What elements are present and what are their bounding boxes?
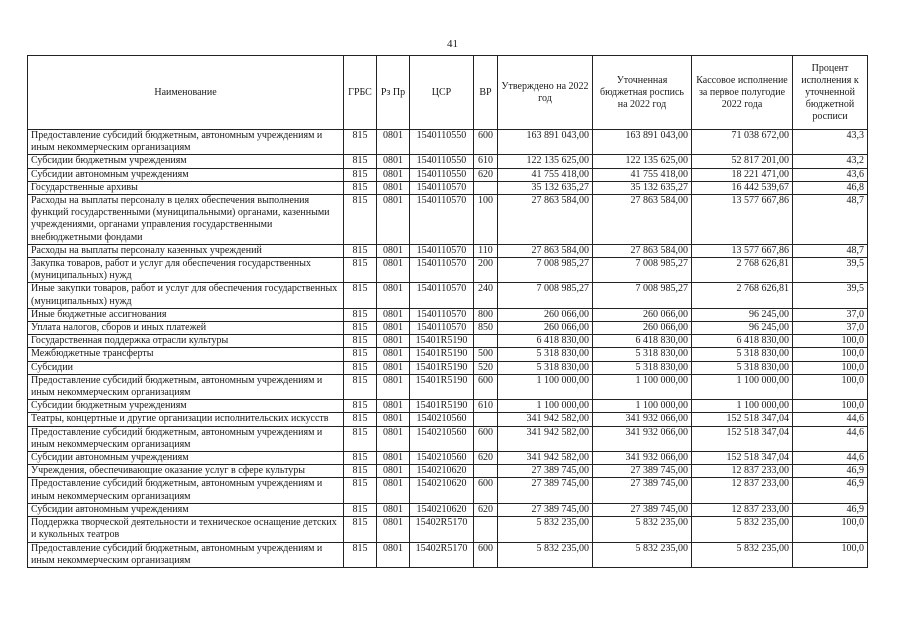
row-percent: 39,5 [793,258,868,283]
row-vr: 600 [474,478,498,503]
row-csr: 1540110570 [410,195,474,245]
row-percent: 46,9 [793,478,868,503]
table-row [28,426,868,451]
row-vr: 620 [474,503,498,516]
table-row [28,168,868,181]
row-grbs: 815 [344,155,377,168]
table-row [28,195,868,245]
row-name: Субсидии автономным учреждениям [28,452,344,465]
row-rzpr: 0801 [377,374,410,399]
table-row [28,374,868,399]
row-percent: 100,0 [793,400,868,413]
row-executed: 1 100 000,00 [692,400,793,413]
row-grbs: 815 [344,542,377,567]
row-executed: 5 832 235,00 [692,517,793,542]
row-refined: 27 389 745,00 [593,465,692,478]
row-executed: 152 518 347,04 [692,413,793,426]
row-name: Театры, концертные и другие организации исполнительских искусств [28,413,344,426]
header-csr: ЦСР [410,56,474,130]
row-csr: 1540110570 [410,181,474,194]
row-approved: 27 863 584,00 [498,195,593,245]
table-row [28,465,868,478]
table-row [28,181,868,194]
row-grbs: 815 [344,478,377,503]
row-csr: 1540110570 [410,308,474,321]
row-refined: 27 389 745,00 [593,503,692,516]
row-csr: 15402R5170 [410,542,474,567]
row-grbs: 815 [344,361,377,374]
row-percent: 48,7 [793,244,868,257]
row-percent: 100,0 [793,348,868,361]
row-refined: 1 100 000,00 [593,374,692,399]
row-approved: 7 008 985,27 [498,283,593,308]
row-rzpr: 0801 [377,452,410,465]
table-row [28,130,868,155]
row-executed: 1 100 000,00 [692,374,793,399]
row-percent: 37,0 [793,322,868,335]
row-vr [474,413,498,426]
row-rzpr: 0801 [377,335,410,348]
row-name: Субсидии автономным учреждениям [28,168,344,181]
header-approved: Утверждено на 2022 год [498,56,593,130]
row-executed: 5 832 235,00 [692,542,793,567]
row-approved: 1 100 000,00 [498,400,593,413]
row-grbs: 815 [344,452,377,465]
row-executed: 13 577 667,86 [692,195,793,245]
row-csr: 15401R5190 [410,335,474,348]
row-percent: 44,6 [793,452,868,465]
row-rzpr: 0801 [377,195,410,245]
table-row [28,244,868,257]
row-csr: 15401R5190 [410,400,474,413]
header-vr: ВР [474,56,498,130]
table-row [28,335,868,348]
row-grbs: 815 [344,283,377,308]
row-approved: 122 135 625,00 [498,155,593,168]
row-csr: 1540110550 [410,168,474,181]
row-percent: 100,0 [793,374,868,399]
row-grbs: 815 [344,244,377,257]
row-executed: 18 221 471,00 [692,168,793,181]
header-percent: Процент исполнения к уточненной бюджетной росписи [793,56,868,130]
row-vr: 500 [474,348,498,361]
row-grbs: 815 [344,517,377,542]
table-row [28,361,868,374]
row-name: Учреждения, обеспечивающие оказание услуг в сфере культуры [28,465,344,478]
table-row [28,517,868,542]
row-rzpr: 0801 [377,400,410,413]
row-name: Расходы на выплаты персоналу в целях обеспечения выполнения функций государственными (муниципальными) органами, казенными учреждениями, органами управления государственными внебюджетными фондами [28,195,344,245]
table-row [28,452,868,465]
table-row [28,283,868,308]
row-percent: 46,9 [793,465,868,478]
row-percent: 44,6 [793,413,868,426]
row-vr: 100 [474,195,498,245]
row-refined: 260 066,00 [593,308,692,321]
row-rzpr: 0801 [377,465,410,478]
row-vr [474,335,498,348]
row-grbs: 815 [344,181,377,194]
row-approved: 260 066,00 [498,308,593,321]
row-percent: 43,3 [793,130,868,155]
row-vr: 600 [474,374,498,399]
row-approved: 5 318 830,00 [498,348,593,361]
row-refined: 341 932 066,00 [593,413,692,426]
row-approved: 5 318 830,00 [498,361,593,374]
row-refined: 6 418 830,00 [593,335,692,348]
row-executed: 5 318 830,00 [692,361,793,374]
row-refined: 27 389 745,00 [593,478,692,503]
row-executed: 96 245,00 [692,322,793,335]
row-approved: 35 132 635,27 [498,181,593,194]
row-approved: 341 942 582,00 [498,413,593,426]
row-vr: 610 [474,400,498,413]
row-vr: 800 [474,308,498,321]
row-name: Государственные архивы [28,181,344,194]
row-executed: 12 837 233,00 [692,503,793,516]
row-vr: 110 [474,244,498,257]
row-grbs: 815 [344,503,377,516]
row-name: Расходы на выплаты персоналу казенных учреждений [28,244,344,257]
row-vr [474,181,498,194]
table-row [28,322,868,335]
row-approved: 5 832 235,00 [498,542,593,567]
row-name: Иные закупки товаров, работ и услуг для обеспечения государственных (муниципальных) нужд [28,283,344,308]
row-name: Предоставление субсидий бюджетным, автономным учреждениям и иным некоммерческим организациям [28,130,344,155]
row-approved: 27 389 745,00 [498,503,593,516]
row-grbs: 815 [344,322,377,335]
row-rzpr: 0801 [377,322,410,335]
row-grbs: 815 [344,465,377,478]
row-refined: 163 891 043,00 [593,130,692,155]
row-rzpr: 0801 [377,168,410,181]
row-grbs: 815 [344,374,377,399]
row-refined: 260 066,00 [593,322,692,335]
row-csr: 1540110550 [410,130,474,155]
row-csr: 1540210560 [410,452,474,465]
row-approved: 27 863 584,00 [498,244,593,257]
row-percent: 46,9 [793,503,868,516]
row-approved: 7 008 985,27 [498,258,593,283]
row-executed: 96 245,00 [692,308,793,321]
row-csr: 15401R5190 [410,348,474,361]
row-grbs: 815 [344,258,377,283]
row-refined: 5 318 830,00 [593,361,692,374]
table-row [28,503,868,516]
row-rzpr: 0801 [377,244,410,257]
row-grbs: 815 [344,168,377,181]
row-approved: 27 389 745,00 [498,478,593,503]
row-refined: 27 863 584,00 [593,244,692,257]
table-row [28,478,868,503]
table-row [28,348,868,361]
row-rzpr: 0801 [377,348,410,361]
row-vr: 600 [474,130,498,155]
row-rzpr: 0801 [377,517,410,542]
row-name: Предоставление субсидий бюджетным, автономным учреждениям и иным некоммерческим организациям [28,426,344,451]
row-refined: 35 132 635,27 [593,181,692,194]
row-csr: 1540110550 [410,155,474,168]
table-row [28,155,868,168]
row-refined: 5 318 830,00 [593,348,692,361]
row-grbs: 815 [344,335,377,348]
row-percent: 100,0 [793,335,868,348]
row-percent: 43,2 [793,155,868,168]
row-name: Субсидии бюджетным учреждениям [28,155,344,168]
row-csr: 1540210560 [410,413,474,426]
row-csr: 1540210620 [410,503,474,516]
row-rzpr: 0801 [377,542,410,567]
row-grbs: 815 [344,426,377,451]
row-vr: 600 [474,426,498,451]
row-rzpr: 0801 [377,308,410,321]
row-percent: 46,8 [793,181,868,194]
header-row [28,56,868,130]
row-refined: 341 932 066,00 [593,452,692,465]
row-rzpr: 0801 [377,155,410,168]
row-approved: 5 832 235,00 [498,517,593,542]
row-approved: 341 942 582,00 [498,426,593,451]
row-refined: 122 135 625,00 [593,155,692,168]
row-grbs: 815 [344,195,377,245]
table-row [28,258,868,283]
row-approved: 6 418 830,00 [498,335,593,348]
row-refined: 7 008 985,27 [593,283,692,308]
page-number: 41 [447,38,458,50]
row-approved: 41 755 418,00 [498,168,593,181]
row-executed: 5 318 830,00 [692,348,793,361]
budget-execution-table [27,55,868,568]
header-executed: Кассовое исполнение за первое полугодие 2022 года [692,56,793,130]
row-rzpr: 0801 [377,361,410,374]
row-approved: 163 891 043,00 [498,130,593,155]
row-refined: 41 755 418,00 [593,168,692,181]
row-executed: 2 768 626,81 [692,283,793,308]
row-rzpr: 0801 [377,181,410,194]
row-vr: 240 [474,283,498,308]
row-csr: 1540210620 [410,478,474,503]
row-approved: 260 066,00 [498,322,593,335]
row-executed: 13 577 667,86 [692,244,793,257]
row-vr: 200 [474,258,498,283]
table-row [28,308,868,321]
row-name: Иные бюджетные ассигнования [28,308,344,321]
row-approved: 27 389 745,00 [498,465,593,478]
row-percent: 44,6 [793,426,868,451]
row-grbs: 815 [344,308,377,321]
row-percent: 100,0 [793,517,868,542]
row-grbs: 815 [344,130,377,155]
row-name: Субсидии [28,361,344,374]
row-name: Поддержка творческой деятельности и техническое оснащение детских и кукольных театров [28,517,344,542]
row-percent: 48,7 [793,195,868,245]
table-row [28,400,868,413]
row-grbs: 815 [344,413,377,426]
row-executed: 6 418 830,00 [692,335,793,348]
row-refined: 27 863 584,00 [593,195,692,245]
row-rzpr: 0801 [377,503,410,516]
row-csr: 1540110570 [410,258,474,283]
table-row [28,413,868,426]
row-grbs: 815 [344,348,377,361]
row-csr: 1540210560 [410,426,474,451]
row-executed: 71 038 672,00 [692,130,793,155]
row-executed: 2 768 626,81 [692,258,793,283]
row-name: Закупка товаров, работ и услуг для обеспечения государственных (муниципальных) нужд [28,258,344,283]
row-rzpr: 0801 [377,426,410,451]
row-name: Государственная поддержка отрасли культуры [28,335,344,348]
row-name: Субсидии автономным учреждениям [28,503,344,516]
row-executed: 12 837 233,00 [692,465,793,478]
header-name: Наименование [28,56,344,130]
row-approved: 341 942 582,00 [498,452,593,465]
table-body [28,130,868,568]
row-vr: 600 [474,542,498,567]
row-refined: 5 832 235,00 [593,542,692,567]
row-refined: 341 932 066,00 [593,426,692,451]
row-percent: 37,0 [793,308,868,321]
row-approved: 1 100 000,00 [498,374,593,399]
row-rzpr: 0801 [377,478,410,503]
header-refined: Уточненная бюджетная роспись на 2022 год [593,56,692,130]
row-refined: 1 100 000,00 [593,400,692,413]
table-row [28,542,868,567]
row-name: Межбюджетные трансферты [28,348,344,361]
row-vr: 610 [474,155,498,168]
row-executed: 16 442 539,67 [692,181,793,194]
row-vr: 620 [474,452,498,465]
row-csr: 15402R5170 [410,517,474,542]
row-vr [474,517,498,542]
row-name: Предоставление субсидий бюджетным, автономным учреждениям и иным некоммерческим организациям [28,542,344,567]
header-grbs: ГРБС [344,56,377,130]
row-rzpr: 0801 [377,283,410,308]
row-name: Предоставление субсидий бюджетным, автономным учреждениям и иным некоммерческим организациям [28,374,344,399]
row-refined: 7 008 985,27 [593,258,692,283]
row-rzpr: 0801 [377,130,410,155]
row-percent: 43,6 [793,168,868,181]
row-csr: 15401R5190 [410,361,474,374]
row-executed: 152 518 347,04 [692,452,793,465]
row-name: Предоставление субсидий бюджетным, автономным учреждениям и иным некоммерческим организациям [28,478,344,503]
row-rzpr: 0801 [377,258,410,283]
header-rzpr: Рз Пр [377,56,410,130]
row-name: Уплата налогов, сборов и иных платежей [28,322,344,335]
row-csr: 1540210620 [410,465,474,478]
row-executed: 152 518 347,04 [692,426,793,451]
row-percent: 100,0 [793,542,868,567]
row-name: Субсидии бюджетным учреждениям [28,400,344,413]
row-executed: 12 837 233,00 [692,478,793,503]
row-csr: 15401R5190 [410,374,474,399]
row-refined: 5 832 235,00 [593,517,692,542]
row-executed: 52 817 201,00 [692,155,793,168]
row-vr: 620 [474,168,498,181]
row-csr: 1540110570 [410,322,474,335]
row-csr: 1540110570 [410,283,474,308]
row-vr: 850 [474,322,498,335]
row-vr [474,465,498,478]
row-grbs: 815 [344,400,377,413]
row-percent: 39,5 [793,283,868,308]
row-percent: 100,0 [793,361,868,374]
row-csr: 1540110570 [410,244,474,257]
row-rzpr: 0801 [377,413,410,426]
row-vr: 520 [474,361,498,374]
